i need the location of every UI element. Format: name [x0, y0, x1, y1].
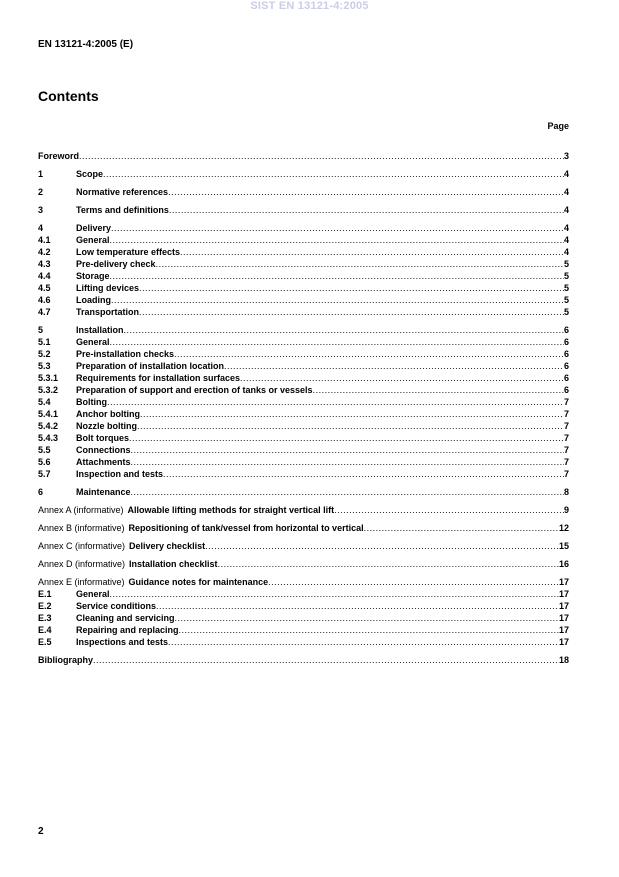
- toc-entry-leader: [103, 169, 564, 180]
- toc-entry-leader: [124, 325, 564, 336]
- toc-entry[interactable]: [38, 613, 569, 625]
- toc-entry[interactable]: [38, 637, 569, 649]
- toc-entry-title: Bolt torques: [76, 433, 129, 443]
- toc-entry-title: Normative references: [76, 187, 169, 197]
- toc-entry-number: 4.2: [38, 247, 51, 257]
- toc-entry-page: 6: [563, 373, 569, 383]
- toc-entry-leader: [111, 223, 564, 234]
- toc-entry[interactable]: [38, 523, 569, 535]
- toc-entry-page: 6: [563, 325, 569, 335]
- toc-entry-leader: [169, 205, 564, 216]
- toc-entry-leader: [110, 235, 564, 246]
- toc-entry-page: 4: [563, 205, 569, 215]
- toc-entry-number: 4.4: [38, 271, 51, 281]
- toc-entry-title: Delivery: [76, 223, 112, 233]
- table-of-contents: [38, 151, 569, 667]
- toc-entry-number: 5.4.3: [38, 433, 59, 443]
- toc-entry-page: 4: [563, 247, 569, 257]
- toc-entry-page: 3: [563, 151, 569, 161]
- toc-entry-leader: [364, 523, 559, 534]
- toc-entry-page: 5: [563, 259, 569, 269]
- toc-entry-number: 2: [38, 187, 44, 197]
- toc-entry-page: 6: [563, 337, 569, 347]
- toc-entry-leader: [131, 445, 564, 456]
- toc-entry[interactable]: [38, 457, 569, 469]
- toc-entry-leader: [175, 613, 559, 624]
- toc-entry-title: Cleaning and servicing: [76, 613, 175, 623]
- toc-entry-leader: [180, 247, 564, 258]
- page-column-label: Page: [547, 121, 569, 131]
- toc-entry[interactable]: [38, 235, 569, 247]
- toc-entry-leader: [156, 601, 559, 612]
- toc-entry[interactable]: [38, 487, 569, 499]
- toc-entry-number: 5.4.1: [38, 409, 59, 419]
- toc-entry-page: 6: [563, 385, 569, 395]
- toc-entry-title: Inspections and tests: [76, 637, 169, 647]
- toc-entry-page: 7: [563, 469, 569, 479]
- toc-entry-title: Low temperature effects: [76, 247, 181, 257]
- toc-entry-page: 12: [558, 523, 569, 533]
- toc-entry[interactable]: [38, 655, 569, 667]
- toc-entry-number: 5.6: [38, 457, 51, 467]
- toc-entry[interactable]: [38, 625, 569, 637]
- toc-entry-title: Repairing and replacing: [76, 625, 179, 635]
- watermark: SIST EN 13121-4:2005: [250, 0, 369, 12]
- toc-entry-number: 5.7: [38, 469, 51, 479]
- toc-entry-title: Anchor bolting: [76, 409, 140, 419]
- toc-entry-page: 4: [563, 187, 569, 197]
- toc-entry-leader: [179, 625, 559, 636]
- toc-entry-number: 5.4: [38, 397, 51, 407]
- toc-entry-leader: [79, 151, 564, 162]
- toc-entry[interactable]: [38, 445, 569, 457]
- toc-entry-leader: [174, 349, 564, 360]
- toc-entry[interactable]: [38, 295, 569, 307]
- toc-entry-title: Installation: [76, 325, 124, 335]
- toc-entry-page: 7: [563, 397, 569, 407]
- toc-entry[interactable]: [38, 409, 569, 421]
- toc-entry[interactable]: [38, 205, 569, 217]
- toc-entry-title: Maintenance: [76, 487, 131, 497]
- toc-entry-page: 5: [563, 283, 569, 293]
- toc-entry-page: 8: [563, 487, 569, 497]
- toc-entry-annex-label: Annex D (informative): [38, 559, 126, 569]
- toc-entry-number: 4.3: [38, 259, 51, 269]
- toc-entry-number: 5.5: [38, 445, 51, 455]
- toc-entry-leader: [107, 397, 564, 408]
- toc-entry-title: Requirements for installation surfaces: [76, 373, 241, 383]
- toc-entry-leader: [334, 505, 564, 516]
- toc-entry-title: Connections: [76, 445, 131, 455]
- toc-entry-leader: [110, 271, 564, 282]
- toc-entry-annex-label: Annex A (informative): [38, 505, 124, 515]
- toc-entry-title: Bolting: [76, 397, 107, 407]
- toc-entry[interactable]: [38, 361, 569, 373]
- toc-entry[interactable]: [38, 397, 569, 409]
- toc-entry[interactable]: [38, 433, 569, 445]
- toc-entry-number: 4: [38, 223, 44, 233]
- toc-entry-page: 17: [558, 625, 569, 635]
- toc-entry-number: E.4: [38, 625, 52, 635]
- page-title: Contents: [38, 88, 99, 104]
- toc-entry-title: Preparation of support and erection of tanks or vessels: [76, 385, 313, 395]
- toc-entry-number: 5.4.2: [38, 421, 59, 431]
- toc-entry-title: Scope: [76, 169, 104, 179]
- toc-entry-leader: [313, 385, 564, 396]
- toc-entry-leader: [240, 373, 564, 384]
- toc-entry-title: Installation checklist: [129, 559, 218, 569]
- toc-entry-leader: [168, 187, 564, 198]
- toc-entry[interactable]: [38, 169, 569, 181]
- toc-entry-title: Terms and definitions: [76, 205, 169, 215]
- toc-entry-leader: [93, 655, 559, 666]
- toc-entry-title: Pre-installation checks: [76, 349, 175, 359]
- toc-entry-number: E.5: [38, 637, 52, 647]
- toc-entry-title: Loading: [76, 295, 111, 305]
- toc-entry[interactable]: [38, 349, 569, 361]
- toc-entry-number: 4.7: [38, 307, 51, 317]
- toc-entry-page: 7: [563, 433, 569, 443]
- toc-entry-title: Storage: [76, 271, 110, 281]
- toc-entry-title: Inspection and tests: [76, 469, 164, 479]
- toc-entry[interactable]: [38, 325, 569, 337]
- toc-entry[interactable]: [38, 307, 569, 319]
- toc-entry-leader: [224, 361, 564, 372]
- toc-entry-leader: [110, 589, 559, 600]
- toc-entry-leader: [110, 337, 564, 348]
- toc-entry-page: 16: [558, 559, 569, 569]
- toc-entry-number: 5.3.2: [38, 385, 59, 395]
- toc-entry-number: 3: [38, 205, 44, 215]
- toc-entry-page: 5: [563, 271, 569, 281]
- toc-entry-page: 17: [558, 577, 569, 587]
- toc-entry-page: 7: [563, 421, 569, 431]
- toc-entry[interactable]: [38, 385, 569, 397]
- toc-entry[interactable]: [38, 577, 569, 589]
- toc-entry[interactable]: [38, 469, 569, 481]
- toc-entry-number: 5.2: [38, 349, 51, 359]
- toc-entry[interactable]: [38, 187, 569, 199]
- toc-entry-leader: [129, 433, 564, 444]
- toc-entry-leader: [218, 559, 559, 570]
- toc-entry-page: 6: [563, 361, 569, 371]
- toc-entry[interactable]: [38, 223, 569, 235]
- toc-entry-number: 6: [38, 487, 44, 497]
- toc-entry-title: General: [76, 589, 110, 599]
- toc-entry[interactable]: [38, 601, 569, 613]
- toc-entry-leader: [168, 637, 559, 648]
- toc-entry[interactable]: [38, 337, 569, 349]
- toc-entry-title: Delivery checklist: [129, 541, 206, 551]
- toc-entry[interactable]: [38, 373, 569, 385]
- toc-entry-title: General: [76, 235, 110, 245]
- toc-entry-page: 17: [558, 613, 569, 623]
- toc-entry-title: Preparation of installation location: [76, 361, 225, 371]
- toc-entry[interactable]: [38, 151, 569, 163]
- toc-entry-title: Service conditions: [76, 601, 157, 611]
- toc-entry[interactable]: [38, 247, 569, 259]
- toc-entry[interactable]: [38, 271, 569, 283]
- toc-entry-annex-label: Annex B (informative): [38, 523, 125, 533]
- toc-entry-page: 9: [563, 505, 569, 515]
- toc-entry-page: 18: [558, 655, 569, 665]
- toc-entry-page: 17: [558, 601, 569, 611]
- toc-entry-leader: [131, 457, 564, 468]
- toc-entry-page: 5: [563, 295, 569, 305]
- toc-entry-title: Lifting devices: [76, 283, 140, 293]
- toc-entry-leader: [139, 307, 564, 318]
- toc-entry-leader: [131, 487, 564, 498]
- toc-entry-page: 6: [563, 349, 569, 359]
- toc-entry[interactable]: [38, 559, 569, 571]
- toc-entry-title: Attachments: [76, 457, 131, 467]
- toc-entry-number: 5.1: [38, 337, 51, 347]
- toc-entry-title: Transportation: [76, 307, 140, 317]
- toc-entry-number: E.1: [38, 589, 52, 599]
- toc-entry-title: General: [76, 337, 110, 347]
- toc-entry-page: 7: [563, 409, 569, 419]
- toc-entry-number: 1: [38, 169, 44, 179]
- toc-entry-title: Allowable lifting methods for straight vertical lift: [127, 505, 335, 515]
- toc-entry-title: Bibliography: [38, 655, 94, 665]
- toc-entry-number: 5: [38, 325, 44, 335]
- toc-entry-page: 4: [563, 235, 569, 245]
- toc-entry[interactable]: [38, 541, 569, 553]
- toc-entry-leader: [111, 295, 564, 306]
- toc-entry-page: 4: [563, 223, 569, 233]
- toc-entry-number: 4.1: [38, 235, 51, 245]
- toc-entry-leader: [140, 409, 564, 420]
- toc-entry-title: Repositioning of tank/vessel from horizontal to vertical: [128, 523, 364, 533]
- toc-entry-title: Foreword: [38, 151, 80, 161]
- toc-entry-page: 5: [563, 307, 569, 317]
- toc-entry-leader: [156, 259, 564, 270]
- toc-entry[interactable]: [38, 589, 569, 601]
- toc-entry[interactable]: [38, 421, 569, 433]
- toc-entry-number: 5.3: [38, 361, 51, 371]
- document-id: EN 13121-4:2005 (E): [38, 39, 134, 50]
- toc-entry-number: E.3: [38, 613, 52, 623]
- toc-entry-annex-label: Annex C (informative): [38, 541, 126, 551]
- toc-entry-leader: [205, 541, 559, 552]
- toc-entry-number: 4.6: [38, 295, 51, 305]
- toc-entry-page: 4: [563, 169, 569, 179]
- toc-entry-title: Nozzle bolting: [76, 421, 137, 431]
- toc-entry-leader: [268, 577, 559, 588]
- toc-entry-page: 17: [558, 637, 569, 647]
- toc-entry-page: 7: [563, 457, 569, 467]
- toc-entry[interactable]: [38, 505, 569, 517]
- toc-entry[interactable]: [38, 283, 569, 295]
- toc-entry-page: 17: [558, 589, 569, 599]
- toc-entry-annex-label: Annex E (informative): [38, 577, 125, 587]
- page-number: 2: [38, 826, 44, 837]
- toc-entry-leader: [139, 283, 564, 294]
- toc-entry-leader: [163, 469, 564, 480]
- toc-entry-title: Pre-delivery check: [76, 259, 156, 269]
- toc-entry-leader: [137, 421, 564, 432]
- toc-entry-number: 5.3.1: [38, 373, 59, 383]
- toc-entry[interactable]: [38, 259, 569, 271]
- toc-entry-page: 15: [558, 541, 569, 551]
- toc-entry-number: E.2: [38, 601, 52, 611]
- toc-entry-title: Guidance notes for maintenance: [128, 577, 269, 587]
- toc-entry-number: 4.5: [38, 283, 51, 293]
- toc-entry-page: 7: [563, 445, 569, 455]
